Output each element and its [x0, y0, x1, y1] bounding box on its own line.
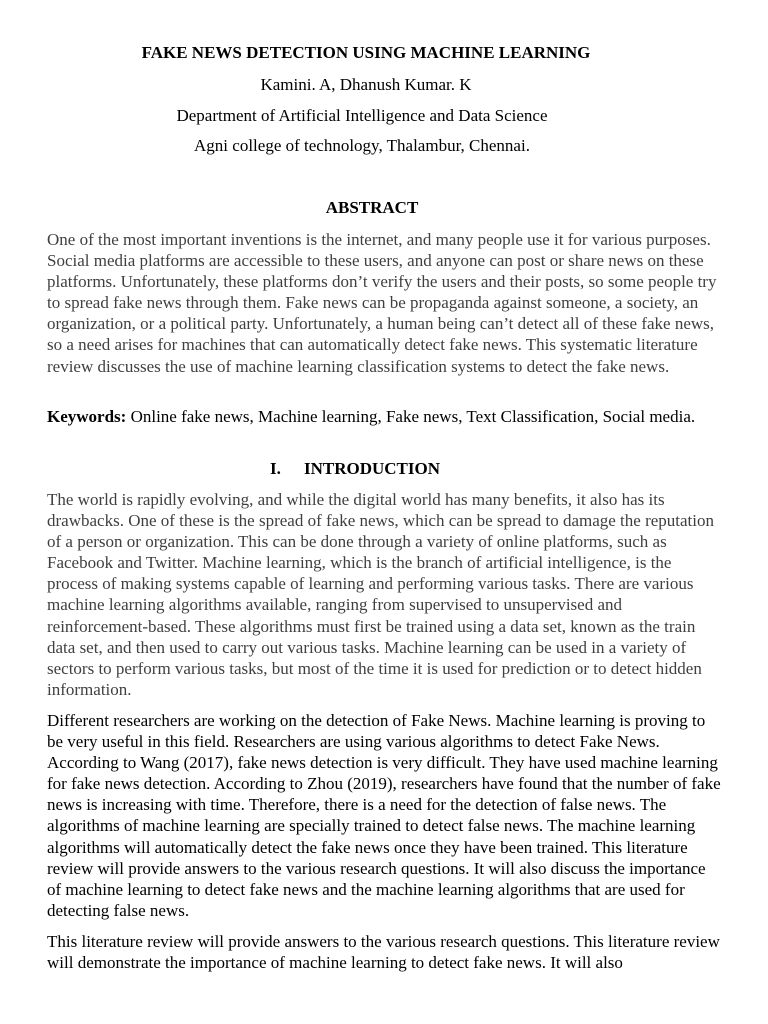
keywords: [47, 406, 723, 427]
paper-department: Department of Artificial Intelligence and Data Science: [176, 106, 548, 125]
keywords-label: Keywords:: [47, 407, 127, 426]
section-title: INTRODUCTION: [304, 459, 441, 478]
introduction-heading: [270, 459, 440, 479]
abstract-text: One of the most important inventions is the internet, and many people use it for various purposes. Social media platforms are accessible to these users, and anyone can post or share news on these platforms. Unfortunately, these platforms don’t verify the users and their posts, so some people try to spread fake news through them. Fake news can be propaganda against someone, a society, an organization, or a political party. Unfortunately, a human being can’t detect all of these fake news, so a need arises for machines that can automatically detect fake news. This systematic literature review discusses the use of machine learning classification systems to detect the fake news.: [47, 230, 717, 376]
intro-paragraph-2: Different researchers are working on the detection of Fake News. Machine learning is proving to be very useful in this field. Researchers are using various algorithms to detect Fake News. According to Wang (2017), fake news detection is very difficult. They have used machine learning for fake news detection. According to Zhou (2019), researchers have found that the number of fake news is increasing with time. Therefore, there is a need for the detection of false news. The algorithms of machine learning are specially trained to detect false news. The machine learning algorithms will automatically detect the fake news once they have been trained. This literature review will provide answers to the various research questions. It will also discuss the importance of machine learning to detect fake news and the machine learning algorithms that are used for detecting false news.: [47, 711, 721, 920]
paper-authors: Kamini. A, Dhanush Kumar. K: [260, 75, 472, 94]
paper-institution: Agni college of technology, Thalambur, Chennai.: [194, 136, 530, 155]
intro-paragraph-3: This literature review will provide answers to the various research questions. This literature review will demonstrate the importance of machine learning to detect fake news. It will also: [47, 932, 720, 973]
section-number: I.: [270, 459, 281, 478]
paper-title: FAKE NEWS DETECTION USING MACHINE LEARNING: [141, 43, 591, 62]
intro-paragraph-1: The world is rapidly evolving, and while the digital world has many benefits, it also has its drawbacks. One of these is the spread of fake news, which can be spread to damage the reputation of a person or organization. This can be done through a variety of online platforms, such as Facebook and Twitter. Machine learning, which is the branch of artificial intelligence, is the process of making systems capable of learning and performing various tasks. There are various machine learning algorithms available, ranging from supervised to unsupervised and reinforcement-based. These algorithms must first be trained using a data set, known as the train data set, and then used to carry out various tasks. Machine learning can be used in a variety of sectors to perform various tasks, but most of the time it is used for prediction or to detect hidden information.: [47, 490, 715, 699]
abstract-heading: ABSTRACT: [325, 198, 419, 217]
keywords-text: Online fake news, Machine learning, Fake news, Text Classification, Social media.: [130, 407, 696, 426]
